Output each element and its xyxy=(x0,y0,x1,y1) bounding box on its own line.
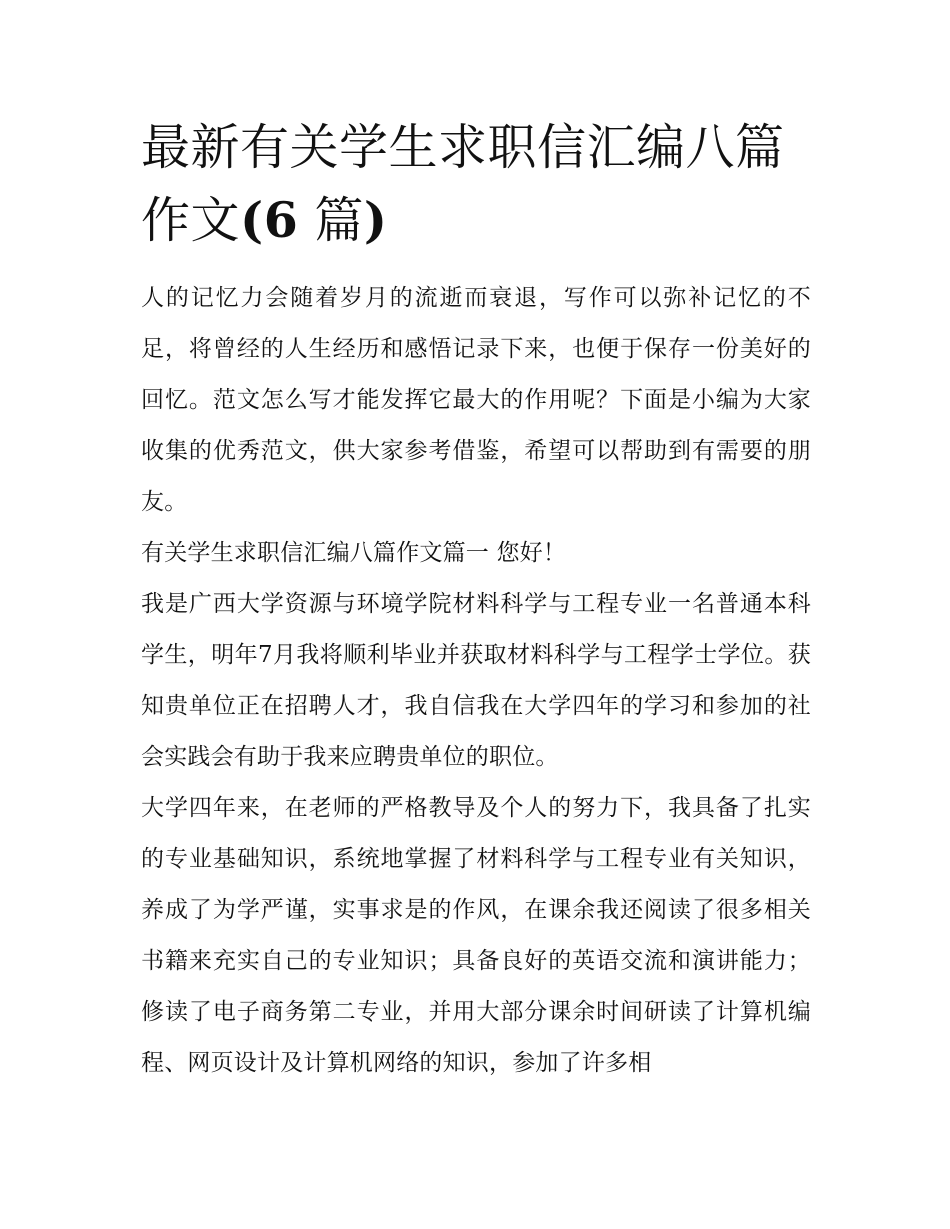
title-count-close: ) xyxy=(363,191,388,249)
document-title xyxy=(141,112,811,257)
document-page xyxy=(141,112,811,1089)
title-count-open: (6 xyxy=(240,191,299,249)
study-paragraph: 大学四年来，在老师的严格教导及个人的努力下，我具备了扎实的专业基础知识，系统地掌握了材料科学与工程专业有关知识，养成了为学严谨，实事求是的作风，在课余我还阅读了很多相关书籍来充实自己的专业知识；具备良好的英语交流和演讲能力；修读了电子商务第二专业，并用大部分课余时间研读了计算机编程、网页设计及计算机网络的知识，参加了许多相 xyxy=(141,795,811,1076)
document-body xyxy=(141,273,811,1089)
intro-paragraph: 人的记忆力会随着岁月的流逝而衰退，写作可以弥补记忆的不足，将曾经的人生经历和感悟记录下来，也便于保存一份美好的回忆。范文怎么写才能发挥它最大的作用呢？下面是小编为大家收集的优秀范文，供大家参考借鉴，希望可以帮助到有需要的朋友。 xyxy=(141,285,811,515)
title-count-unit: 篇 xyxy=(314,192,364,249)
self-intro-paragraph: 我是广西大学资源与环境学院材料科学与工程专业一名普通本科学生，明年7月我将顺利毕业并获取材料科学与工程学士学位。获知贵单位正在招聘人才，我自信我在大学四年的学习和参加的社会实践会有助于我来应聘贵单位的职位。 xyxy=(141,591,811,770)
title-text: 最新有关学生求职信汇编八篇作文 xyxy=(141,119,785,249)
section-heading-paragraph: 有关学生求职信汇编八篇作文篇一 您好！ xyxy=(141,540,567,566)
